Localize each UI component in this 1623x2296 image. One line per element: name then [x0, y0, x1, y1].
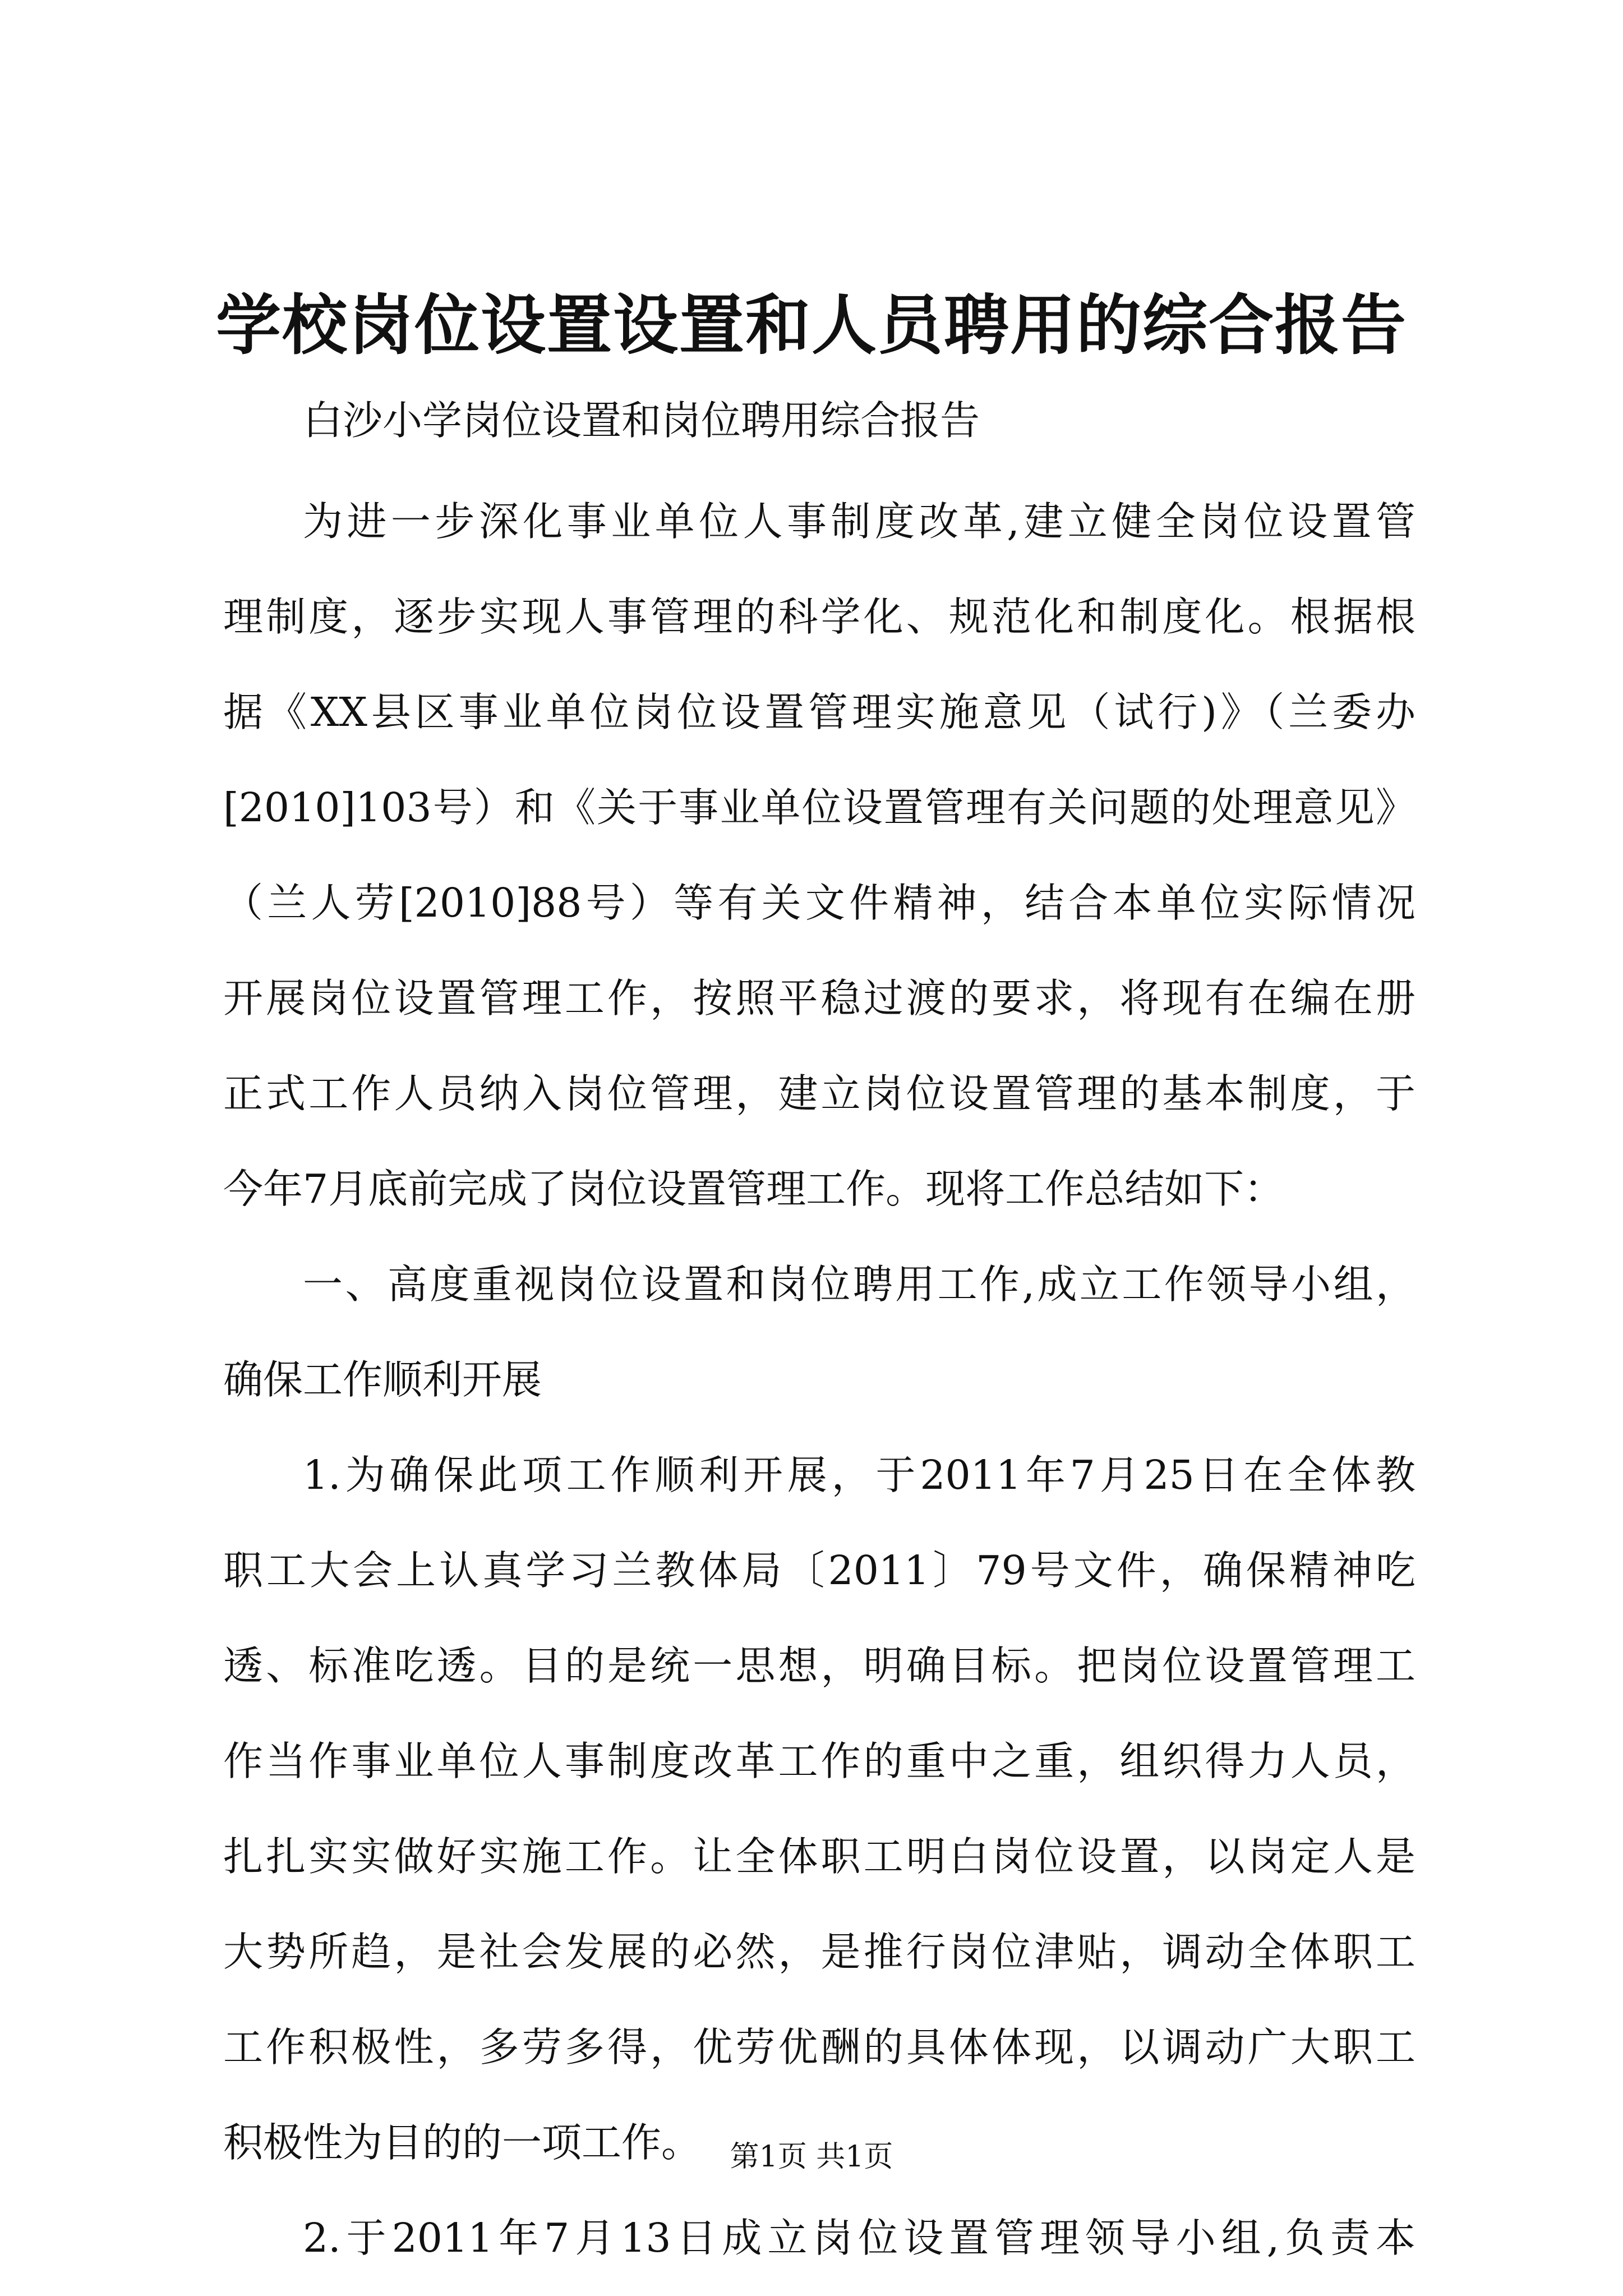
paragraph-line: 积极性为目的的一项工作。	[223, 2119, 702, 2166]
paragraph-line: [2010]103号）和《关于事业单位设置管理有关问题的处理意见》	[223, 784, 1415, 831]
paragraph-line: （兰人劳[2010]88号）等有关文件精神，结合本单位实际情况	[223, 880, 1415, 926]
paragraph-line: 1.为确保此项工作顺利开展，于2011年7月25日在全体教	[303, 1452, 1415, 1498]
paragraph-line: 开展岗位设置管理工作，按照平稳过渡的要求，将现有在编在册	[223, 975, 1415, 1022]
paragraph-line: 工作积极性，多劳多得，优劳优酬的具体体现，以调动广大职工	[223, 2024, 1415, 2070]
paragraph-line: 正式工作人员纳入岗位管理，建立岗位设置管理的基本制度，于	[223, 1070, 1415, 1117]
paragraph-line: 作当作事业单位人事制度改革工作的重中之重，组织得力人员，	[223, 1738, 1415, 1784]
section-heading: 确保工作顺利开展	[223, 1356, 542, 1403]
paragraph-line: 2.于2011年7月13日成立岗位设置管理领导小组,负责本	[303, 2215, 1415, 2261]
paragraph-line: 扎扎实实做好实施工作。让全体职工明白岗位设置，以岗定人是	[223, 1833, 1415, 1880]
paragraph-line: 理制度，逐步实现人事管理的科学化、规范化和制度化。根据根	[223, 593, 1415, 640]
paragraph-line: 据《XX县区事业单位岗位设置管理实施意见（试行)》（兰委办	[223, 689, 1415, 735]
paragraph-line: 为进一步深化事业单位人事制度改革,建立健全岗位设置管	[303, 498, 1415, 545]
paragraph-line: 职工大会上认真学习兰教体局〔2011〕79号文件，确保精神吃	[223, 1547, 1415, 1594]
section-heading: 一、高度重视岗位设置和岗位聘用工作,成立工作领导小组，	[303, 1261, 1415, 1308]
subtitle-line: 白沙小学岗位设置和岗位聘用综合报告	[303, 397, 980, 444]
page-footer: 第1页 共1页	[730, 2140, 893, 2174]
paragraph-line: 大势所趋，是社会发展的必然，是推行岗位津贴，调动全体职工	[223, 1929, 1415, 1975]
paragraph-line: 今年7月底前完成了岗位设置管理工作。现将工作总结如下：	[223, 1166, 1284, 1212]
paragraph-line: 透、标准吃透。目的是统一思想，明确目标。把岗位设置管理工	[223, 1642, 1415, 1689]
document-title: 学校岗位设置设置和人员聘用的综合报告	[216, 287, 1407, 364]
